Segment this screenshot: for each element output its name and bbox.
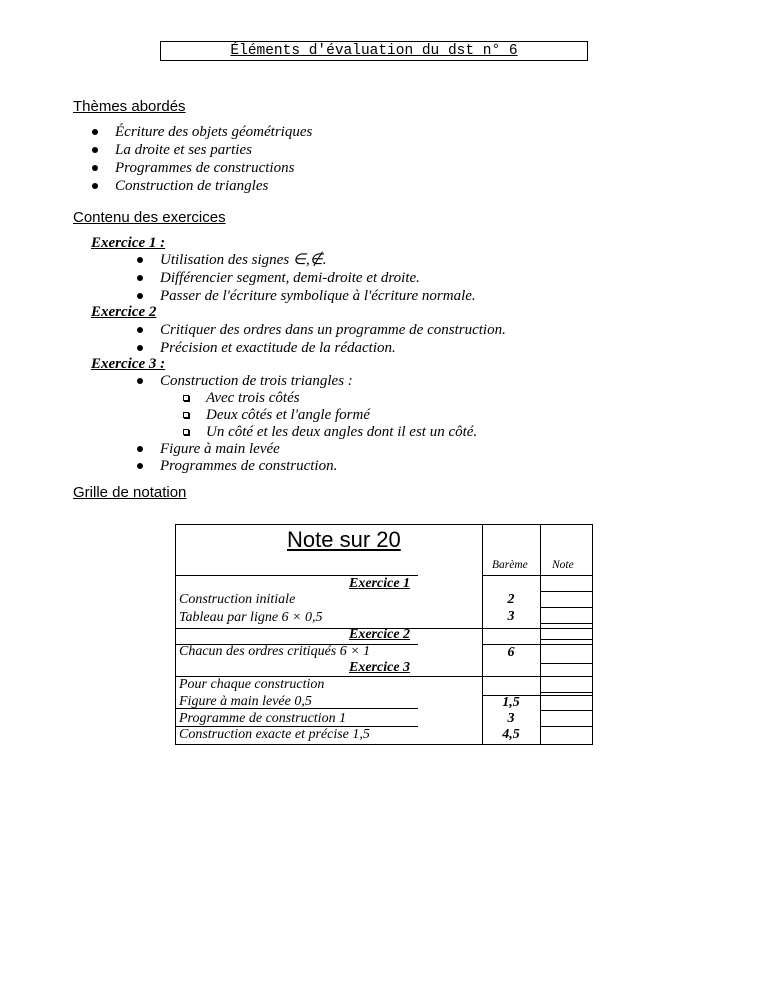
bullet-icon [137, 327, 143, 333]
bullet-icon [137, 463, 143, 469]
bullet-icon [92, 183, 98, 189]
table-row-label: Construction initiale [179, 592, 296, 607]
points-value: 1,5 [502, 695, 520, 710]
column-header-note: Note [552, 559, 574, 571]
list-item: Différencier segment, demi-droite et droite. [160, 270, 420, 286]
list-item: Programmes de constructions [115, 160, 295, 176]
points-value: 6 [507, 645, 515, 660]
checkbox-square-icon [183, 395, 189, 401]
points-value: 2 [507, 592, 515, 607]
bullet-icon [137, 257, 143, 263]
table-row-label: Programme de construction 1 [179, 711, 347, 726]
list-item: Construction de trois triangles : [160, 373, 353, 389]
sub-list-item: Un côté et les deux angles dont il est un côté. [206, 424, 478, 440]
table-row-label: Construction exacte et précise 1,5 [179, 727, 370, 742]
row-divider [540, 663, 592, 664]
list-item: Précision et exactitude de la rédaction. [160, 340, 396, 356]
list-item: Critiquer des ordres dans un programme de construction. [160, 322, 506, 338]
list-item: Passer de l'écriture symbolique à l'écriture normale. [160, 288, 476, 304]
sub-list-item: Avec trois côtés [206, 390, 300, 406]
sub-list-item: Deux côtés et l'angle formé [206, 407, 370, 423]
row-divider [540, 710, 592, 711]
table-row-label: Pour chaque construction [179, 677, 325, 692]
row-divider [540, 639, 592, 640]
points-value: 4,5 [502, 727, 520, 742]
exercice-3-title: Exercice 3 : [91, 356, 166, 372]
row-divider [540, 607, 592, 608]
points-value: 3 [507, 609, 515, 624]
bullet-icon [92, 147, 98, 153]
section-header-exercice-2: Exercice 2 [349, 627, 411, 642]
section-header-exercice-3: Exercice 3 [349, 660, 411, 675]
bullet-icon [137, 293, 143, 299]
exercice-2-title: Exercice 2 [91, 304, 157, 320]
table-row-label: Figure à main levée 0,5 [179, 694, 312, 709]
row-divider [540, 623, 592, 624]
row-divider [540, 591, 592, 592]
section-header-exercice-1: Exercice 1 [349, 576, 411, 591]
bullet-icon [137, 378, 143, 384]
list-item: Utilisation des signes ∈,∉. [160, 252, 327, 268]
column-divider [540, 525, 541, 744]
row-divider [482, 575, 592, 576]
bullet-icon [137, 275, 143, 281]
bullet-icon [92, 129, 98, 135]
bullet-icon [137, 446, 143, 452]
column-header-bareme: Barème [492, 559, 528, 571]
grille-heading: Grille de notation [73, 484, 187, 501]
list-item: Figure à main levée [160, 441, 280, 457]
points-value: 3 [507, 711, 515, 726]
list-item: Écriture des objets géométriques [115, 124, 313, 140]
list-item: Construction de triangles [115, 178, 269, 194]
checkbox-square-icon [183, 412, 189, 418]
table-title: Note sur 20 [287, 527, 401, 552]
themes-heading: Thèmes abordés [73, 98, 186, 115]
bullet-icon [137, 345, 143, 351]
exercice-1-title: Exercice 1 : [91, 235, 166, 251]
list-item: La droite et ses parties [115, 142, 252, 158]
bullet-icon [92, 165, 98, 171]
checkbox-square-icon [183, 429, 189, 435]
grading-table [175, 524, 593, 745]
contenu-heading: Contenu des exercices [73, 209, 226, 226]
document-title: Éléments d'évaluation du dst n° 6 [160, 41, 588, 61]
table-row-label: Chacun des ordres critiqués 6 × 1 [179, 644, 371, 659]
table-row-label: Tableau par ligne 6 × 0,5 [179, 610, 323, 625]
list-item: Programmes de construction. [160, 458, 338, 474]
row-divider [540, 726, 592, 727]
row-divider [540, 692, 592, 693]
